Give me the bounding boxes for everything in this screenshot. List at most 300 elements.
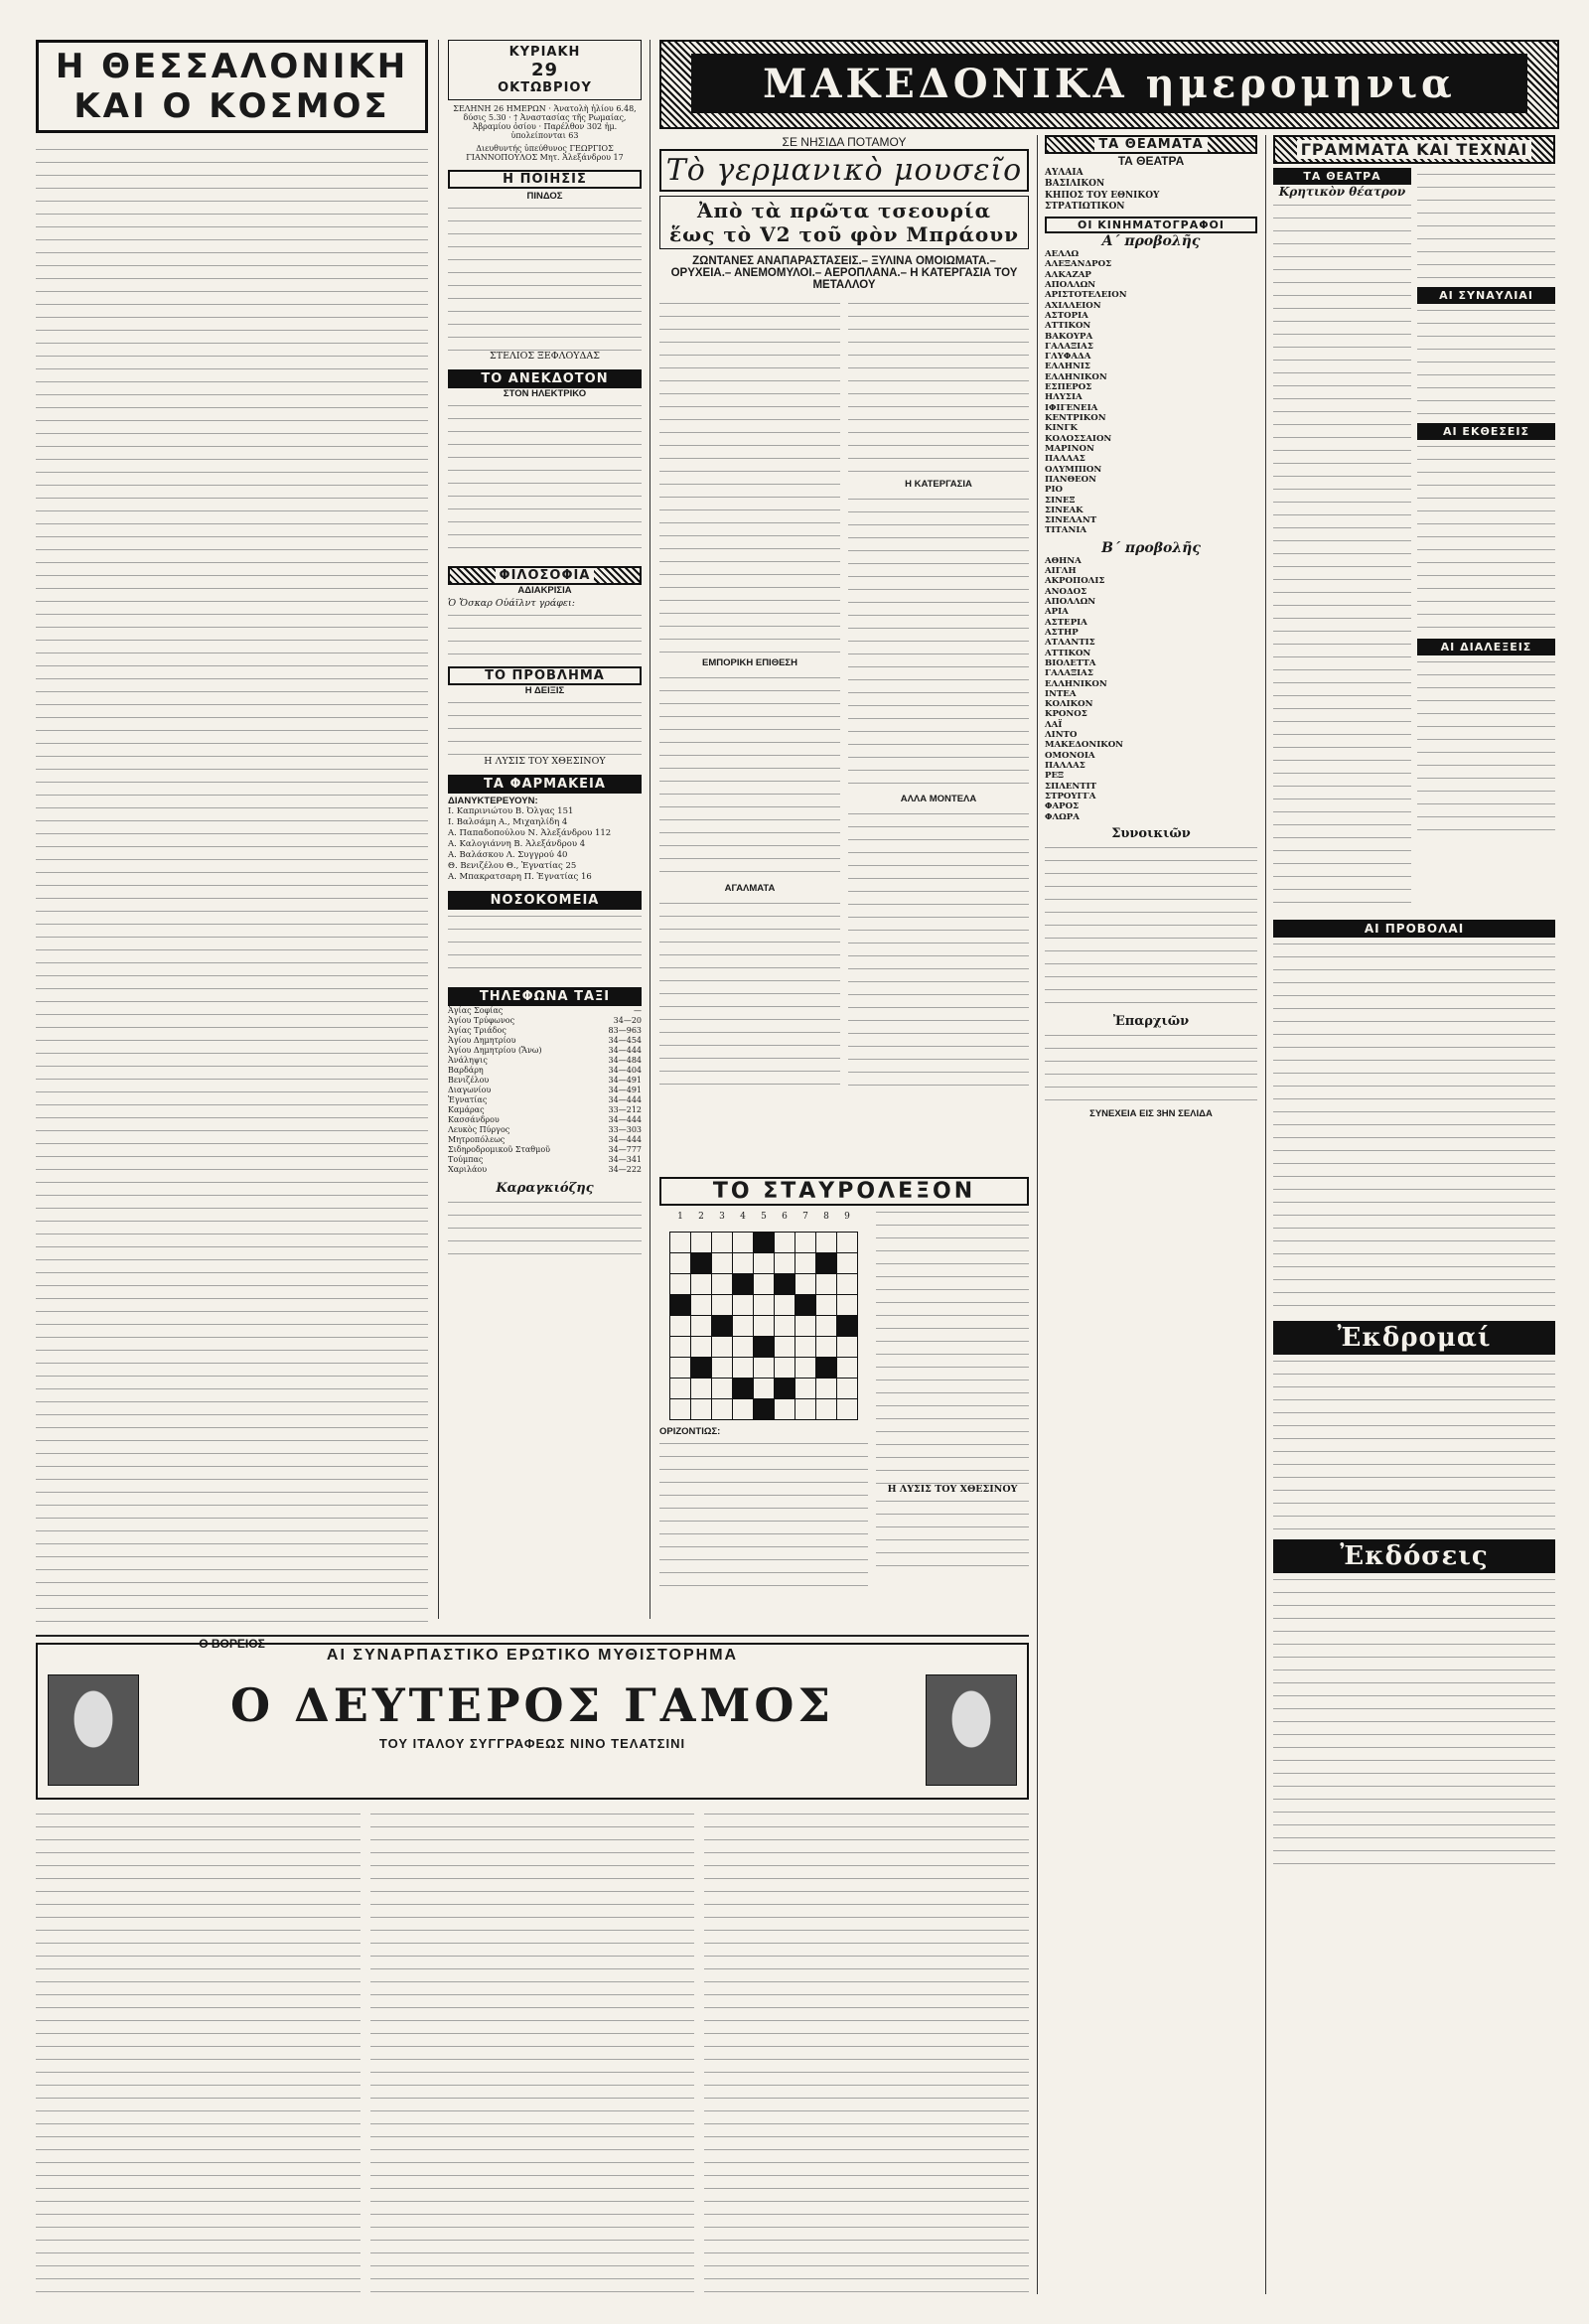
crossword-cell[interactable] bbox=[795, 1358, 816, 1379]
crossword-black-cell bbox=[691, 1253, 712, 1274]
cinema-item: ΑΤΛΑΝΤΙΣ bbox=[1045, 638, 1095, 649]
cinema-item: ΒΑΚΟΥΡΑ bbox=[1045, 331, 1093, 342]
taxi-phone: 33—303 bbox=[608, 1125, 642, 1135]
pharmacies-list bbox=[448, 806, 642, 883]
article-col2-text3 bbox=[848, 807, 1029, 1095]
crossword-cell[interactable] bbox=[754, 1274, 775, 1295]
cinema-item: ΑΛΚΑΖΑΡ bbox=[1045, 269, 1091, 280]
crossword-cell[interactable] bbox=[837, 1253, 858, 1274]
serial-banner bbox=[36, 1643, 1029, 1800]
cinema-item: ΛΙΝΤΟ bbox=[1045, 730, 1078, 741]
serial-novel bbox=[36, 1629, 1029, 2294]
crossword-column-number: 6 bbox=[782, 1212, 788, 1222]
taxi-station: Καμάρας bbox=[448, 1105, 485, 1115]
crossword-cell[interactable] bbox=[712, 1358, 733, 1379]
crossword-cell[interactable] bbox=[754, 1253, 775, 1274]
cinema-item: ΣΙΝΕΞ bbox=[1045, 495, 1076, 506]
date-day: 29 bbox=[530, 60, 559, 80]
date-weekday: ΚΥΡΙΑΚΗ bbox=[508, 45, 581, 60]
taxi-phone: 34—404 bbox=[608, 1066, 642, 1076]
masthead bbox=[659, 40, 1559, 129]
cinema-item: ΚΕΝΤΡΙΚΟΝ bbox=[1045, 413, 1106, 423]
crossword-cell[interactable] bbox=[670, 1253, 691, 1274]
poem-heading: Η ΠΟΙΗΣΙΣ bbox=[448, 170, 642, 189]
cinema-item: ΑΧΙΛΛΕΙΟΝ bbox=[1045, 300, 1101, 311]
letters-heading-box bbox=[1273, 135, 1555, 164]
crossword-cell[interactable] bbox=[816, 1295, 837, 1316]
cinema-item: ΓΑΛΑΞΙΑΣ bbox=[1045, 668, 1093, 679]
taxi-row bbox=[448, 1076, 642, 1086]
cinema-item: ΦΑΡΟΣ bbox=[1045, 801, 1080, 812]
cinema-item: ΚΟΛΙΚΟΝ bbox=[1045, 699, 1093, 710]
crossword-cell[interactable] bbox=[712, 1295, 733, 1316]
cinema-item: ΓΛΥΦΑΔΑ bbox=[1045, 352, 1091, 363]
lectures-heading: ΑΙ ΔΙΑΛΕΞΕΙΣ bbox=[1417, 639, 1555, 655]
taxi-phone: 34—222 bbox=[608, 1165, 642, 1175]
crossword-cell[interactable] bbox=[837, 1233, 858, 1253]
taxi-station: Ἀγίας Σοφίας bbox=[448, 1006, 504, 1016]
cinema-item: ΠΑΛΛΑΣ bbox=[1045, 761, 1085, 771]
cinema-item: ΜΑΡΙΝΟΝ bbox=[1045, 443, 1094, 454]
crossword-black-cell bbox=[775, 1274, 795, 1295]
crossword-heading: ΤΟ ΣΤΑΥΡΟΛΕΞΟΝ bbox=[659, 1177, 1029, 1206]
theaters-subheading: ΤΑ ΘΕΑΤΡΑ bbox=[1117, 154, 1185, 168]
cinema-item: ΟΛΥΜΠΙΟΝ bbox=[1045, 464, 1102, 475]
left-column-signature: Ο ΒΟΡΕΙΟΣ bbox=[199, 1637, 265, 1651]
crossword-cell[interactable] bbox=[816, 1337, 837, 1358]
crossword-cell[interactable] bbox=[754, 1379, 775, 1399]
date-notes: ΣΕΛΗΝΗ 26 ΗΜΕΡΩΝ · Ἀνατολὴ ἡλίου 6.48, δύσις 5.30 · † Ἀναστασίας τῆς Ρωμαίας, Ἀβραμίου ὁσίου · Παρέλθον 302 ἡμ. ὑπολείπονται 63 bbox=[453, 104, 637, 140]
pharmacy-item: Α. Μπακρατσαρη Π. Ἐγνατίας 16 bbox=[448, 872, 592, 883]
suburbs-heading: Συνοικιῶν bbox=[1111, 825, 1191, 841]
serial-col1 bbox=[36, 1808, 361, 2294]
letters-column bbox=[1273, 135, 1555, 2294]
pharmacies-list-label: ΔΙΑΝΥΚΤΕΡΕΥΟΥΝ: bbox=[448, 796, 538, 806]
cinema-item: ΑΠΟΛΛΩΝ bbox=[1045, 279, 1096, 290]
taxi-station: Ἁγίας Τριάδος bbox=[448, 1026, 506, 1036]
excursions-heading: Ἐκδρομαί bbox=[1273, 1321, 1555, 1355]
pharmacy-item: Θ. Βενιζέλου Θ., Ἐγνατίας 25 bbox=[448, 861, 577, 872]
crossword-cell[interactable] bbox=[816, 1399, 837, 1420]
left-title-line2: ΚΑΙ Ο ΚΟΣΜΟΣ bbox=[73, 86, 390, 126]
crossword-cell[interactable] bbox=[795, 1233, 816, 1253]
article-col2-text bbox=[848, 297, 1029, 476]
serial-col3 bbox=[704, 1808, 1029, 2294]
crossword-cell[interactable] bbox=[733, 1253, 754, 1274]
theaters-list bbox=[1045, 168, 1257, 213]
letters-col1-text bbox=[1273, 199, 1411, 914]
taxi-row bbox=[448, 1006, 642, 1016]
crossword-black-cell bbox=[816, 1253, 837, 1274]
left-column-title bbox=[36, 40, 428, 133]
cinema-item: ΕΛΛΗΝΙΚΟΝ bbox=[1045, 678, 1107, 689]
cinema-item: ΑΛΕΞΑΝΔΡΟΣ bbox=[1045, 259, 1112, 270]
taxi-station: Τούμπας bbox=[448, 1155, 484, 1165]
theater-item: ΑΥΛΑΙΑ bbox=[1045, 168, 1083, 178]
cinema-item: ΑΣΤΕΡΙΑ bbox=[1045, 617, 1087, 628]
crossword-cell[interactable] bbox=[670, 1337, 691, 1358]
taxi-row bbox=[448, 1026, 642, 1036]
meetings-text bbox=[1417, 304, 1555, 423]
karagiozis-heading: Καραγκιόζης bbox=[496, 1181, 594, 1197]
crossword-cell[interactable] bbox=[733, 1295, 754, 1316]
left-title-line1: Η ΘΕΣΣΑΛΟΝΙΚΗ bbox=[55, 47, 409, 86]
center-article bbox=[659, 135, 1029, 1168]
taxi-row bbox=[448, 1066, 642, 1076]
cinema-item: ΠΑΝΘΕΟΝ bbox=[1045, 474, 1097, 485]
crossword-cell[interactable] bbox=[837, 1337, 858, 1358]
taxi-row bbox=[448, 1095, 642, 1105]
taxi-phone: 34—444 bbox=[608, 1046, 642, 1056]
crossword-black-cell bbox=[754, 1337, 775, 1358]
taxi-station: Λευκὸς Πύργος bbox=[448, 1125, 510, 1135]
cinema-item: ΕΛΛΗΝΙΣ bbox=[1045, 362, 1090, 372]
crossword-column-number: 9 bbox=[844, 1212, 850, 1222]
crossword-cell[interactable] bbox=[775, 1316, 795, 1337]
crossword-cell[interactable] bbox=[837, 1295, 858, 1316]
article-section2: Η ΚΑΤΕΡΓΑΣΙΑ bbox=[905, 479, 972, 490]
crossword-cell[interactable] bbox=[837, 1358, 858, 1379]
crossword-cell[interactable] bbox=[670, 1233, 691, 1253]
crossword-cell[interactable] bbox=[670, 1358, 691, 1379]
theater-item: ΚΗΠΟΣ ΤΟΥ ΕΘΝΙΚΟΥ bbox=[1045, 190, 1160, 201]
pharmacies-heading: ΤΑ ΦΑΡΜΑΚΕΙΑ bbox=[448, 775, 642, 794]
theaters-column bbox=[1045, 135, 1257, 2294]
anecdote-heading: ΤΟ ΑΝΕΚΔΟΤΟΝ bbox=[448, 369, 642, 388]
article-kicker: ΣΕ ΝΗΣΙΔΑ ΠΟΤΑΜΟΥ bbox=[782, 135, 907, 149]
cinema-item: ΣΠΛΕΝΤΙΤ bbox=[1045, 781, 1097, 792]
cinema-item: ΑΝΟΔΟΣ bbox=[1045, 586, 1087, 597]
cinema-item: ΣΙΝΕΑΚ bbox=[1045, 505, 1083, 515]
cinema-item: ΣΤΡΟΥΓΓΑ bbox=[1045, 791, 1096, 801]
cinema-item: ΤΙΤΑΝΙΑ bbox=[1045, 525, 1087, 536]
crossword-cell[interactable] bbox=[670, 1316, 691, 1337]
cinema-item: ΜΑΚΕΔΟΝΙΚΟΝ bbox=[1045, 740, 1124, 751]
taxi-row bbox=[448, 1056, 642, 1066]
crossword-column-number: 3 bbox=[719, 1212, 725, 1222]
wisdom-heading: ΦΙΛΟΣΟΦΙΑ bbox=[496, 568, 595, 583]
cinema-item: ΑΚΡΟΠΟΛΙΣ bbox=[1045, 576, 1105, 587]
cinema-item: ΓΑΛΑΞΙΑΣ bbox=[1045, 341, 1093, 352]
article-section1: ΕΜΠΟΡΙΚΗ ΕΠΙΘΕΣΗ bbox=[702, 657, 797, 668]
crossword-across-label: ΟΡΙΖΟΝΤΙΩΣ: bbox=[659, 1426, 721, 1437]
second-run-heading: Β΄ προβολῆς bbox=[1101, 539, 1201, 556]
taxi-station: Χαριλάου bbox=[448, 1165, 488, 1175]
taxi-phone: 33—212 bbox=[608, 1105, 642, 1115]
taxi-station: Βαρδάρη bbox=[448, 1066, 484, 1076]
cinema-item: ΒΙΟΛΕΤΤΑ bbox=[1045, 657, 1096, 668]
taxi-row bbox=[448, 1016, 642, 1026]
crossword-column-number: 8 bbox=[823, 1212, 829, 1222]
cinema-item: ΠΑΛΛΑΣ bbox=[1045, 454, 1085, 465]
taxis-table bbox=[448, 1006, 642, 1175]
crossword-cell[interactable] bbox=[775, 1358, 795, 1379]
hospitals-body bbox=[448, 910, 642, 979]
cinema-item: ΑΣΤΟΡΙΑ bbox=[1045, 310, 1088, 321]
crossword-cell[interactable] bbox=[733, 1337, 754, 1358]
crossword-cell[interactable] bbox=[712, 1379, 733, 1399]
article-col1-text3 bbox=[659, 897, 840, 1095]
second-run-list bbox=[1045, 556, 1257, 822]
article-subtitle bbox=[659, 196, 1029, 249]
taxi-row bbox=[448, 1165, 642, 1175]
taxi-row bbox=[448, 1145, 642, 1155]
crossword-column-number: 5 bbox=[761, 1212, 767, 1222]
article-title: Τὸ γερμανικὸ μουσεῖο bbox=[659, 149, 1029, 192]
article-col1-text2 bbox=[659, 671, 840, 880]
crossword-cell[interactable] bbox=[775, 1337, 795, 1358]
article-col2-text2 bbox=[848, 493, 1029, 791]
first-run-heading: Α΄ προβολῆς bbox=[1101, 233, 1201, 249]
left-column bbox=[36, 40, 428, 1651]
taxi-row bbox=[448, 1155, 642, 1165]
crossword-cell[interactable] bbox=[795, 1274, 816, 1295]
crossword-cell[interactable] bbox=[795, 1379, 816, 1399]
crossword-cell[interactable] bbox=[691, 1399, 712, 1420]
taxi-station: Μητροπόλεως bbox=[448, 1135, 506, 1145]
crossword-cell[interactable] bbox=[670, 1399, 691, 1420]
cinemas-heading: ΟΙ ΚΙΝΗΜΑΤΟΓΡΑΦΟΙ bbox=[1045, 217, 1257, 233]
taxi-phone: 34—444 bbox=[608, 1115, 642, 1125]
screenings-text bbox=[1273, 938, 1555, 1315]
crossword-cell[interactable] bbox=[712, 1399, 733, 1420]
crossword-black-cell bbox=[754, 1399, 775, 1420]
wisdom-author: Ὁ Ὄσκαρ Οὐάϊλντ γράφει: bbox=[448, 598, 575, 609]
serial-col2 bbox=[370, 1808, 695, 2294]
date-month: ΟΚΤΩΒΡΙΟΥ bbox=[498, 80, 592, 95]
serial-illustration-right bbox=[926, 1674, 1017, 1786]
taxi-station: Ἀνάληψις bbox=[448, 1056, 488, 1066]
crossword-cell[interactable] bbox=[733, 1316, 754, 1337]
left-column-body-text bbox=[36, 143, 428, 1633]
crossword-cell[interactable] bbox=[837, 1379, 858, 1399]
taxis-heading: ΤΗΛΕΦΩΝΑ ΤΑΞΙ bbox=[448, 987, 642, 1006]
continued-note: ΣΥΝΕΧΕΙΑ ΕΙΣ 3ΗΝ ΣΕΛΙΔΑ bbox=[1089, 1107, 1213, 1119]
crossword-column-number: 2 bbox=[698, 1212, 704, 1222]
provinces-heading: Ἐπαρχιῶν bbox=[1112, 1013, 1190, 1029]
crossword-cell[interactable] bbox=[733, 1233, 754, 1253]
crossword-cell[interactable] bbox=[816, 1274, 837, 1295]
cinema-item: ΑΙΓΛΗ bbox=[1045, 566, 1077, 577]
serial-byline: ΤΟΥ ΙΤΑΛΟΥ ΣΥΓΓΡΑΦΕΩΣ ΝΙΝΟ ΤΕΛΑΤΣΙΝΙ bbox=[378, 1736, 686, 1751]
crossword-section bbox=[659, 1177, 1029, 1619]
serial-banner-text: ΑΙ ΣΥΝΑΡΠΑΣΤΙΚΟ ΕΡΩΤΙΚΟ ΜΥΘΙΣΤΟΡΗΜΑ bbox=[326, 1647, 739, 1664]
theaters-heading-box bbox=[1045, 135, 1257, 154]
serial-title: Ο ΔΕΥΤΕΡΟΣ ΓΑΜΟΣ bbox=[229, 1678, 835, 1732]
crossword-cell[interactable] bbox=[691, 1337, 712, 1358]
cinema-item: ΑΤΤΙΚΟΝ bbox=[1045, 648, 1091, 658]
crossword-cell[interactable] bbox=[775, 1295, 795, 1316]
theater-item: ΒΑΣΙΛΙΚΟΝ bbox=[1045, 179, 1105, 190]
wisdom-heading-box bbox=[448, 566, 642, 585]
cinema-item: ΑΘΗΝΑ bbox=[1045, 555, 1082, 566]
publications-heading: Ἐκδόσεις bbox=[1273, 1539, 1555, 1573]
crossword-column-number: 7 bbox=[802, 1212, 808, 1222]
taxi-row bbox=[448, 1046, 642, 1056]
poem-body bbox=[448, 202, 642, 351]
taxi-station: Ἁγίου Δημητρίου bbox=[448, 1036, 516, 1046]
crossword-cell[interactable] bbox=[733, 1399, 754, 1420]
crossword-across-clues bbox=[659, 1437, 868, 1586]
crossword-cell[interactable] bbox=[670, 1379, 691, 1399]
cinema-item: ΑΕΛΛΩ bbox=[1045, 249, 1080, 259]
crossword-cell[interactable] bbox=[775, 1253, 795, 1274]
article-deck: ΖΩΝΤΑΝΕΣ ΑΝΑΠΑΡΑΣΤΑΣΕΙΣ.– ΞΥΛΙΝΑ ΟΜΟΙΩΜΑΤΑ.– ΟΡΥΧΕΙΑ.– ΑΝΕΜΟΜΥΛΟΙ.– ΑΕΡΟΠΛΑΝΑ.– Η ΚΑΤΕΡΓΑΣΙΑ ΤΟΥ ΜΕΤΑΛΛΟΥ bbox=[670, 255, 1018, 291]
pharmacy-item: Ι. Καπρινιώτου Β. Ὀλγας 151 bbox=[448, 806, 574, 816]
cinema-item: ΑΡΙΣΤΟΤΕΛΕΙΟΝ bbox=[1045, 290, 1127, 301]
article-section4: ΑΓΑΛΜΑΤΑ bbox=[724, 883, 776, 894]
taxi-row bbox=[448, 1086, 642, 1095]
pharmacy-item: Α. Παπαδοπούλου Ν. Ἀλεξάνδρου 112 bbox=[448, 828, 612, 839]
taxi-station: Ἁγίου Δημητρίου (Ἄνω) bbox=[448, 1046, 542, 1056]
masthead-title: ΜΑΚΕΔΟΝΙΚΑ ημερομηνια bbox=[763, 60, 1456, 107]
crossword-column-number: 4 bbox=[740, 1212, 746, 1222]
crossword-grid[interactable] bbox=[669, 1212, 858, 1420]
newspaper-page bbox=[36, 40, 1555, 2294]
pharmacy-item: Α. Βαλάσκου Λ. Συγγρού 40 bbox=[448, 850, 568, 861]
cinema-item: ΚΟΛΟΣΣΑΙΟΝ bbox=[1045, 433, 1112, 444]
serial-illustration-left bbox=[48, 1674, 139, 1786]
crossword-cell[interactable] bbox=[670, 1274, 691, 1295]
critic-heading: Κρητικὸν θέατρον bbox=[1278, 185, 1406, 199]
hospitals-heading: ΝΟΣΟΚΟΜΕΙΑ bbox=[448, 891, 642, 910]
crossword-cell[interactable] bbox=[837, 1274, 858, 1295]
masthead-inner bbox=[691, 54, 1527, 113]
taxi-phone: 34—491 bbox=[608, 1076, 642, 1086]
cinema-item: ΚΡΟΝΟΣ bbox=[1045, 709, 1087, 720]
crossword-cell[interactable] bbox=[816, 1233, 837, 1253]
taxi-row bbox=[448, 1105, 642, 1115]
taxi-phone: — bbox=[634, 1006, 642, 1016]
anecdote-subheading: ΣΤΟΝ ΗΛΕΚΤΡΙΚΟ bbox=[503, 388, 587, 399]
date-block bbox=[448, 40, 642, 100]
cinema-item: ΙΝΤΕΑ bbox=[1045, 688, 1077, 699]
exhibitions-text bbox=[1417, 440, 1555, 639]
cinema-item: ΕΣΠΕΡΟΣ bbox=[1045, 382, 1092, 393]
crossword-black-cell bbox=[733, 1274, 754, 1295]
crossword-black-cell bbox=[754, 1233, 775, 1253]
crossword-black-cell bbox=[691, 1358, 712, 1379]
provinces-list bbox=[1045, 1029, 1257, 1108]
article-subtitle-line1: Ἀπὸ τὰ πρῶτα τσεουρία bbox=[696, 199, 991, 222]
crossword-cell[interactable] bbox=[837, 1399, 858, 1420]
crossword-cell[interactable] bbox=[733, 1358, 754, 1379]
problem-subheading: Η ΔΕΙΞΙΣ bbox=[524, 685, 565, 696]
crossword-down-clues bbox=[876, 1206, 1029, 1484]
crossword-cell[interactable] bbox=[712, 1337, 733, 1358]
info-column bbox=[448, 40, 642, 1619]
letters-theaters-heading: ΤΑ ΘΕΑΤΡΑ bbox=[1273, 168, 1411, 185]
crossword-answer bbox=[876, 1495, 1029, 1574]
crossword-cell[interactable] bbox=[691, 1379, 712, 1399]
taxi-phone: 34—454 bbox=[608, 1036, 642, 1046]
excursions-text bbox=[1273, 1355, 1555, 1533]
cinema-item: ΙΦΙΓΕΝΕΙΑ bbox=[1045, 402, 1098, 413]
letters-heading: ΓΡΑΜΜΑΤΑ ΚΑΙ ΤΕΧΝΑΙ bbox=[1297, 140, 1532, 159]
crossword-cell[interactable] bbox=[754, 1358, 775, 1379]
cinema-item: ΕΛΛΗΝΙΚΟΝ bbox=[1045, 371, 1107, 382]
crossword-black-cell bbox=[775, 1379, 795, 1399]
cinema-item: ΣΙΝΕΛΑΝΤ bbox=[1045, 515, 1097, 526]
anecdote-body bbox=[448, 399, 642, 558]
crossword-cell[interactable] bbox=[754, 1316, 775, 1337]
wisdom-subheading: ΑΔΙΑΚΡΙΣΙΑ bbox=[517, 585, 572, 596]
crossword-cell[interactable] bbox=[775, 1399, 795, 1420]
taxi-row bbox=[448, 1115, 642, 1125]
article-col1-text bbox=[659, 297, 840, 654]
crossword-cell[interactable] bbox=[754, 1295, 775, 1316]
problem-heading: ΤΟ ΠΡΟΒΛΗΜΑ bbox=[448, 666, 642, 685]
taxi-phone: 34—341 bbox=[608, 1155, 642, 1165]
theater-item: ΣΤΡΑΤΙΩΤΙΚΟΝ bbox=[1045, 201, 1125, 212]
cinema-item: ΗΛΥΣΙΑ bbox=[1045, 392, 1083, 403]
cinema-item: ΡΕΞ bbox=[1045, 771, 1065, 782]
suburbs-list bbox=[1045, 841, 1257, 1010]
crossword-black-cell bbox=[837, 1316, 858, 1337]
crossword-cell[interactable] bbox=[795, 1316, 816, 1337]
taxi-station: Ἐγνατίας bbox=[448, 1095, 488, 1105]
pharmacy-item: Ι. Βαλσάμη Α., Μιχαηλίδη 4 bbox=[448, 817, 568, 828]
letters-col2-text bbox=[1417, 168, 1555, 287]
crossword-black-cell bbox=[733, 1379, 754, 1399]
crossword-cell[interactable] bbox=[795, 1253, 816, 1274]
problem-body bbox=[448, 696, 642, 756]
crossword-cell[interactable] bbox=[775, 1233, 795, 1253]
cinema-item: ΚΙΝΓΚ bbox=[1045, 423, 1078, 434]
crossword-black-cell bbox=[712, 1316, 733, 1337]
crossword-cell[interactable] bbox=[712, 1233, 733, 1253]
publisher-info: Διευθυντής ὑπεύθυνος ΓΕΩΡΓΙΟΣ ΓΙΑΝΝΟΠΟΥΛΟΣ Μητ. Ἀλεξάνδρου 17 bbox=[466, 144, 624, 162]
cinema-item: ΑΣΤΗΡ bbox=[1045, 627, 1079, 638]
poem-author: ΣΤΕΛΙΟΣ ΞΕΦΛΟΥΔΑΣ bbox=[490, 351, 600, 362]
meetings-heading: ΑΙ ΣΥΝΑΥΛΙΑΙ bbox=[1417, 287, 1555, 304]
taxi-phone: 34—484 bbox=[608, 1056, 642, 1066]
lectures-text bbox=[1417, 655, 1555, 834]
crossword-cell[interactable] bbox=[795, 1337, 816, 1358]
karagiozis-body bbox=[448, 1196, 642, 1255]
taxi-row bbox=[448, 1036, 642, 1046]
crossword-cell[interactable] bbox=[816, 1316, 837, 1337]
taxi-row bbox=[448, 1135, 642, 1145]
taxi-phone: 34—20 bbox=[613, 1016, 642, 1026]
taxi-phone: 34—444 bbox=[608, 1135, 642, 1145]
taxi-station: Ἁγίου Τρύφωνος bbox=[448, 1016, 515, 1026]
cinema-item: ΦΛΩΡΑ bbox=[1045, 811, 1080, 822]
crossword-cell[interactable] bbox=[691, 1316, 712, 1337]
crossword-cell[interactable] bbox=[795, 1399, 816, 1420]
crossword-black-cell bbox=[816, 1358, 837, 1379]
theaters-heading: ΤΑ ΘΕΑΜΑΤΑ bbox=[1094, 137, 1207, 152]
publications-text bbox=[1273, 1573, 1555, 1871]
cinema-item: ΛΑΪ bbox=[1045, 719, 1063, 730]
crossword-cell[interactable] bbox=[691, 1274, 712, 1295]
cinema-item: ΡΙΟ bbox=[1045, 485, 1063, 496]
taxi-station: Βενιζέλου bbox=[448, 1076, 490, 1086]
article-subtitle-line2: ἕως τὸ V2 τοῦ φὸν Μπράουν bbox=[669, 222, 1019, 246]
taxi-station: Σιδηροδρομικοῦ Σταθμοῦ bbox=[448, 1145, 550, 1155]
crossword-cell[interactable] bbox=[816, 1379, 837, 1399]
crossword-cell[interactable] bbox=[691, 1295, 712, 1316]
crossword-cell[interactable] bbox=[712, 1274, 733, 1295]
cinema-item: ΟΜΟΝΟΙΑ bbox=[1045, 750, 1095, 761]
crossword-cell[interactable] bbox=[691, 1233, 712, 1253]
wisdom-body bbox=[448, 609, 642, 658]
crossword-cell[interactable] bbox=[712, 1253, 733, 1274]
taxi-phone: 83—963 bbox=[608, 1026, 642, 1036]
screenings-heading: ΑΙ ΠΡΟΒΟΛΑΙ bbox=[1273, 920, 1555, 938]
cinema-item: ΑΠΟΛΛΩΝ bbox=[1045, 597, 1096, 607]
taxi-row bbox=[448, 1125, 642, 1135]
